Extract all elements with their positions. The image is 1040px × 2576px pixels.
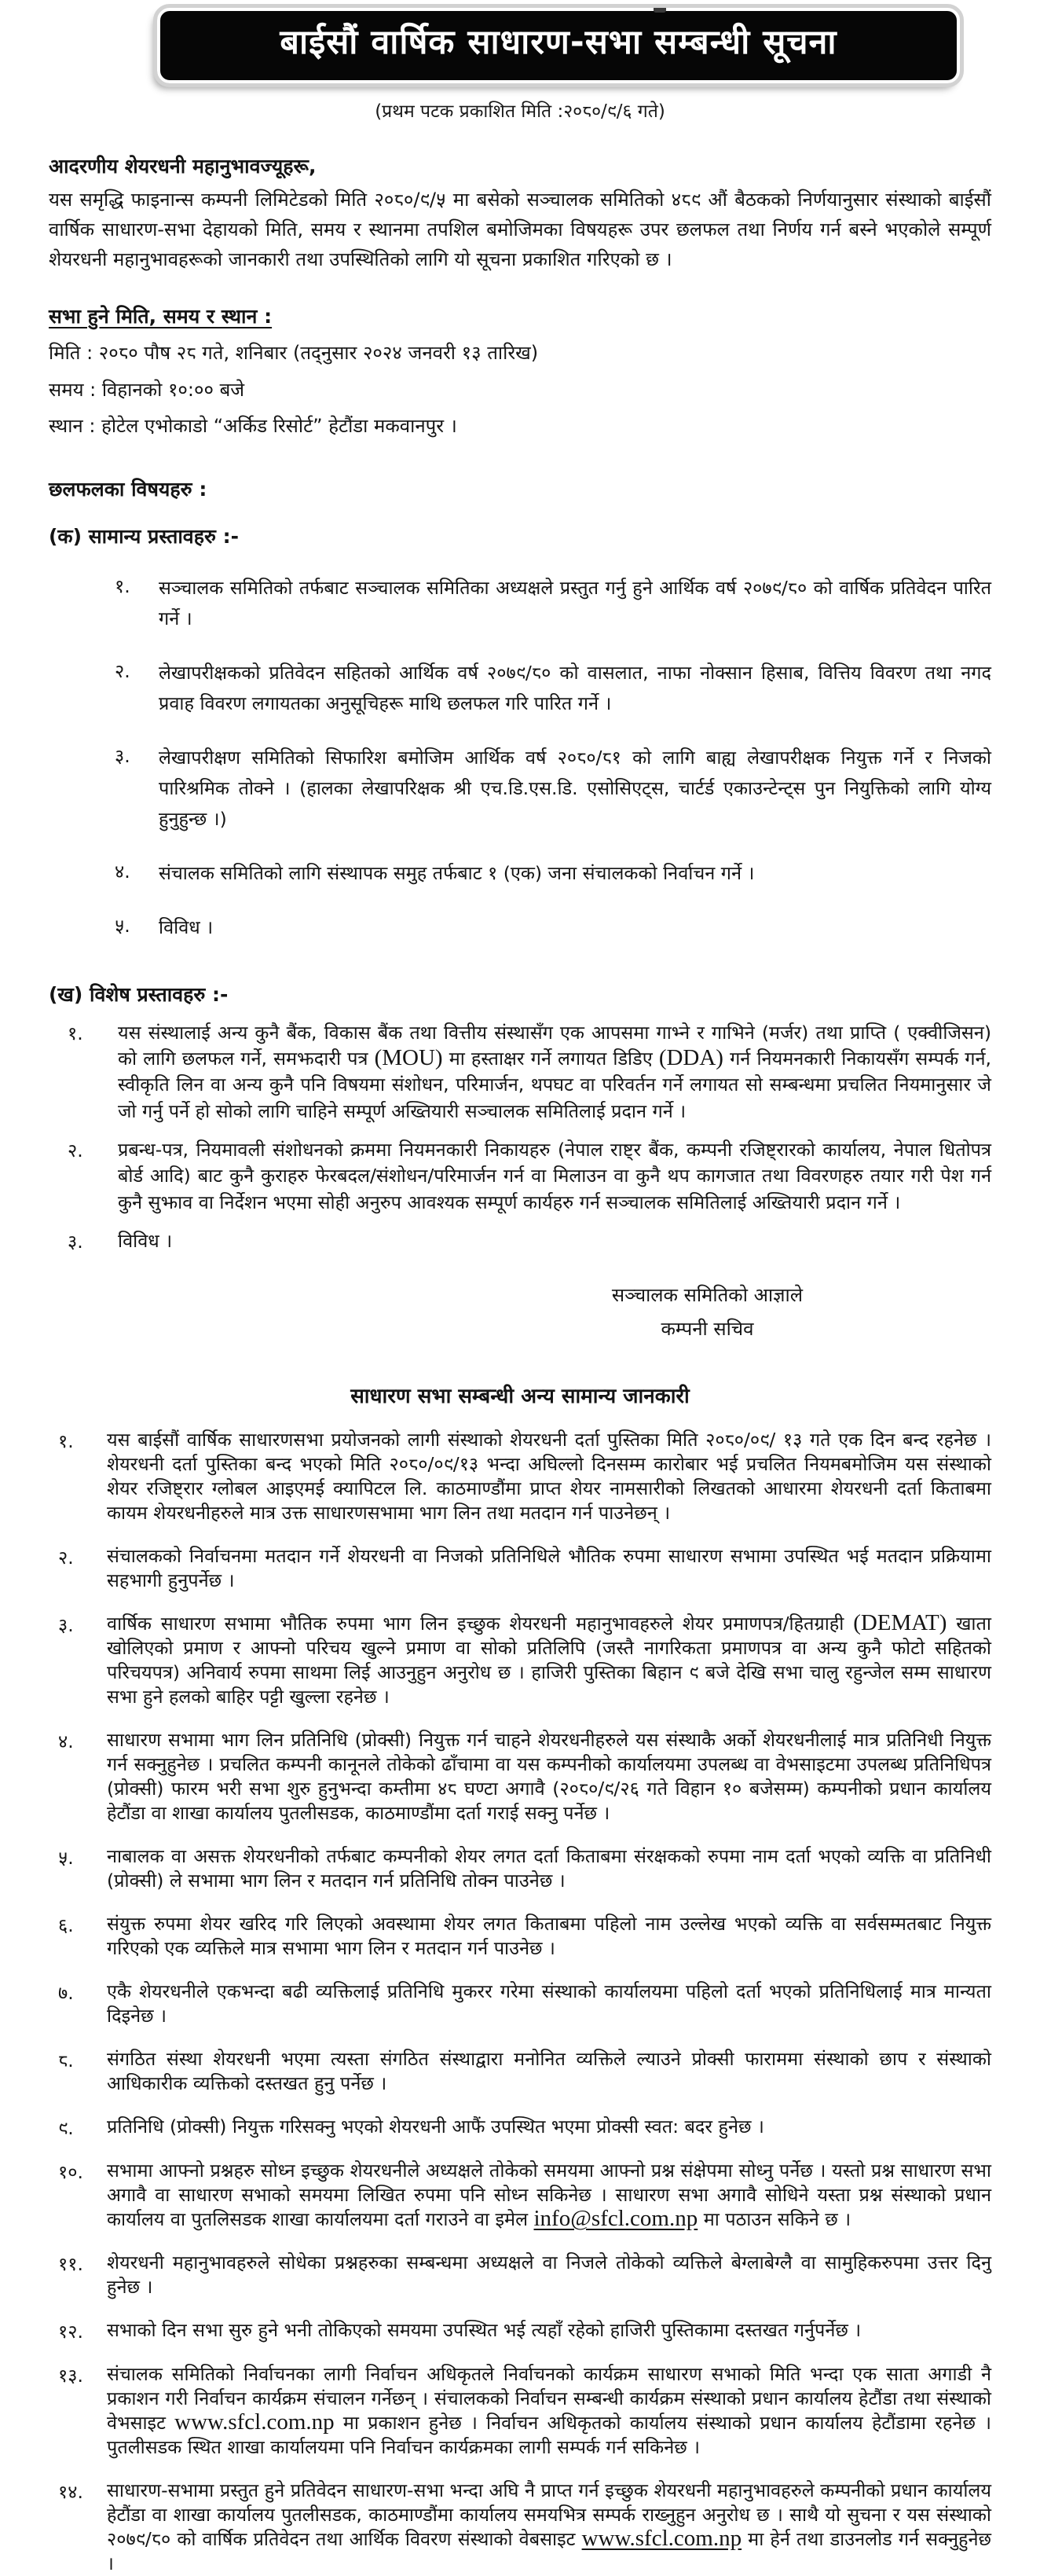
list-item [49,858,991,889]
list-item [49,1020,991,1125]
list-item [49,2318,991,2343]
item-number: १०. [58,2161,83,2184]
item-number: ४. [115,860,130,883]
page-title: बाईसौं वार्षिक साधारण-सभा सम्बन्धी सूचना [280,23,837,62]
item-number: ५. [58,1847,74,1870]
list-item [49,743,991,835]
first-published-date-line: (प्रथम पटक प्रकाशित मिति :२०८०/९/६ गते) [375,101,665,122]
item-text [159,573,991,634]
item-text [107,1544,991,1593]
item-text [159,658,991,719]
item-number: ४. [58,1730,74,1753]
general-information-list [49,1428,991,2576]
item-number: ३. [58,1613,74,1636]
notice-document [0,8,1040,2575]
list-item [49,2047,991,2096]
notice-title-banner [157,8,960,83]
list-item [49,912,991,943]
item-number: १. [58,1429,74,1452]
list-item [49,1728,991,1826]
list-item [49,1844,991,1893]
agenda-heading: छलफलका विषयहरु : [49,477,207,501]
text-segment: लेखापरीक्षकको प्रतिवेदन सहितको आर्थिक वर्ष २०७९/८० को वासलात, नाफा नोक्सान हिसाब, वित्तिय विवरण तथा नगद प्रवाह विवरण लगायतका अनुसूचिहरू माथि छलफल गरि पारित गर्ने । [159,661,991,714]
item-number: २. [58,1546,74,1569]
text-segment: यस संस्थालाई अन्य कुनै बैंक, विकास बैंक तथा वित्तीय संस्थासँग एक आपसमा गाभ्ने र गाभिने (मर्जर) तथा प्राप्ति ( एक्वीजिसन) को लागि छलफल गर्ने, समझदारी पत्र [118,1021,991,1070]
item-text [118,1137,991,1216]
section-a-heading: (क) सामान्य प्रस्तावहरु :- [49,524,240,548]
text-segment: सभाको दिन सभा सुरु हुने भनी तोकिएको समयमा उपस्थित भई त्यहाँ रहेको हाजिरी पुस्तिकामा दस्तखत गर्नुपर्नेछ । [107,2319,862,2342]
text-segment: विविध । [159,916,214,938]
special-proposals-list [49,1020,991,1255]
item-text [107,1980,991,2028]
list-item [49,573,991,634]
item-number: ७. [58,1982,74,2005]
meeting-time-line: समय : विहानको १०:०० बजे [49,378,245,401]
item-number: ८. [58,2049,74,2072]
item-number: १२. [58,2321,83,2343]
section-b-heading: (ख) विशेष प्रस्तावहरु :- [49,982,229,1006]
item-number: ५. [115,914,130,937]
text-segment: मा हस्ताक्षर गर्ने लगायत डिडिए [442,1048,659,1070]
meeting-date-line: मिति : २०८० पौष २८ गते, शनिबार (तद्नुसार २०२४ जनवरी १३ तारिख) [49,342,539,365]
item-text [107,1844,991,1893]
text-segment: मा पठाउन सकिने छ । [698,2208,851,2231]
list-item [49,2159,991,2232]
text-segment: संयुक्त रुपमा शेयर खरिद गरि लिएको अवस्थामा शेयर लगत किताबमा पहिलो नाम उल्लेख भएको व्यक्ति वा सर्वसम्मतबाट नियुक्त गरिएको एक व्यक्तिले मात्र सभामा भाग लिन र मतदान गर्न पाउनेछ । [107,1913,991,1960]
item-number: २. [115,659,130,682]
item-number: १. [68,1022,83,1044]
item-number: २. [68,1139,83,1162]
item-text [107,2318,991,2343]
text-segment: यस बाईसौं वार्षिक साधारणसभा प्रयोजनको लागी संस्थाको शेयरधनी दर्ता पुस्तिका मिति २०८०/०९/ १३ गते एक दिन बन्द रहनेछ । शेयरधनी दर्ता पुस्तिका बन्द भएको मिति २०८०/०९/१३ भन्दा अघिल्लो दिनसम्म कारोबार भई प्रचलित नियमबमोजिम यस संस्थाको शेयर रजिष्ट्रार ग्लोबल आइएमई क्यापिटल लि. काठमाण्डौंमा प्राप्त शेयर नामसारीको लिखतको आधारमा शेयरधनी दर्ता किताबमा कायम शेयरधनीहरुले मात्र उक्त साधारणसभामा भाग लिन तथा मतदान गर्न पाउनेछन् । [107,1428,991,1524]
latin-text: (DEMAT) [853,1609,947,1635]
text-segment: लेखापरीक्षण समितिको सिफारिश बमोजिम आर्थिक वर्ष २०८०/८१ को लागि बाह्य लेखापरीक्षक नियुक्त गर्ने र निजको पारिश्रमिक तोक्ने । (हालका लेखापरिक्षक श्री एच.डि.एस.डि. एसोसिएट्स, चार्टर्ड एकाउन्टेन्ट्स पुन नियुक्तिको लागि योग्य हुनुहुन्छ ।) [159,746,991,830]
item-text [107,1428,991,1525]
text-segment: संगठित संस्था शेयरधनी भएमा त्यस्ता संगठित संस्थाद्वारा मनोनित व्यक्तिले ल्याउने प्रोक्सी फाराममा संस्थाको छाप र संस्थाको आधिकारीक व्यक्तिको दस्तखत हुनु पर्नेछ । [107,2048,991,2095]
item-text [107,2479,991,2576]
item-text [107,1912,991,1961]
item-text [107,2251,991,2299]
list-item [49,1980,991,2028]
item-text [159,858,991,889]
item-number: ११. [58,2253,83,2276]
text-segment: शेयरधनी महानुभावहरुले सोधेका प्रश्नहरुका सम्बन्धमा अध्यक्षले वा निजले तोकेको व्यक्तिले बेग्लाबेग्लै वा सामुहिकरुपमा उत्तर दिनु हुनेछ । [107,2251,991,2299]
item-text [107,2362,991,2460]
item-number: ६. [58,1914,74,1937]
list-item [49,1228,991,1254]
item-text [107,1728,991,1826]
latin-text: (MOU) [374,1045,443,1070]
text-segment: वार्षिक साधारण सभामा भौतिक रुपमा भाग लिन इच्छुक शेयरधनी महानुभावहरुले शेयर प्रमाणपत्र/हितग्राही [107,1612,854,1635]
text-segment: प्रबन्ध-पत्र, नियमावली संशोधनको क्रममा नियमनकारी निकायहरु (नेपाल राष्ट्र बैंक, कम्पनी रजिष्ट्रारको कार्यालय, नेपाल धितोपत्र बोर्ड आदि) बाट कुनै कुराहरु फेरबदल/संशोधन/परिमार्जन गर्न वा मिलाउन वा कुनै थप कागजात तथा विवरणहरु तयार गरी पेश गर्न कुनै सुझाव वा निर्देशन भएमा सोही अनुरुप आवश्यक सम्पूर्ण कार्यहरु गर्न सञ्चालक समितिलाई अख्तियारी प्रदान गर्ने । [118,1139,991,1213]
list-item [49,1609,992,1709]
list-item [49,658,991,719]
general-proposals-list [49,573,991,943]
text-segment: प्रतिनिधि (प्रोक्सी) नियुक्त गरिसक्नु भएको शेयरधनी आफैं उपस्थित भएमा प्रोक्सी स्वत: बदर हुनेछ । [107,2115,764,2138]
list-item [49,2362,991,2460]
text-segment: सञ्चालक समितिको तर्फबाट सञ्चालक समितिका अध्यक्षले प्रस्तुत गर्नु हुने आर्थिक वर्ष २०७९/८० को वार्षिक प्रतिवेदन पारित गर्ने । [159,576,991,629]
item-number: ९. [58,2117,74,2140]
meeting-details-heading: सभा हुने मिति, समय र स्थान : [49,305,273,328]
item-number: १४. [58,2481,83,2504]
hyperlink[interactable]: www.sfcl.com.np [581,2526,742,2552]
list-item [49,2479,991,2576]
latin-text: (DDA) [658,1045,723,1070]
text-segment: संचालकको निर्वाचनमा मतदान गर्ने शेयरधनी वा निजको प्रतिनिधिले भौतिक रुपमा साधारण सभामा उपस्थित भई मतदान प्रक्रियामा सहभागी हुनुपर्नेछ । [107,1544,991,1591]
hyperlink[interactable]: info@sfcl.com.np [533,2206,698,2232]
text-segment: साधारण सभामा भाग लिन प्रतिनिधि (प्रोक्सी) नियुक्त गर्न चाहने शेयरधनीहरुले यस संस्थाकै अर्को शेयरधनीलाई मात्र प्रतिनिधी नियुक्त गर्न सक्नुहुनेछ । प्रचलित कम्पनी कानूनले तोकेको ढाँचामा वा यस कम्पनीको कार्यालयमा उपलब्ध वा वेभसाइटमा उपलब्ध प्रतिनिधिपत्र (प्रोक्सी) फारम भरी सभा शुरु हुनुभन्दा कम्तीमा ४८ घण्टा अगावै (२०८०/९/२६ गते विहान १० बजेसम्म) कम्पनीको प्रधान कार्यालय हेटौंडा वा शाखा कार्यालय पुतलीसडक, काठमाण्डौंमा दर्ता गराई सक्नु पर्नेछ । [107,1729,991,1825]
item-number: १. [115,574,130,597]
text-segment: संचालक समितिको निर्वाचनका लागी निर्वाचन अधिकृतले निर्वाचनको कार्यक्रम साधारण सभाको मिति भन्दा एक साता अगाडी नै प्रकाशन गरी निर्वाचन कार्यक्रम संचालन गर्नेछन् । संचालकको निर्वाचन सम्बन्धी कार्यक्रम संस्थाको प्रधान कार्यालय हेटौंडा तथा संस्थाको वेभसाइट [107,2363,991,2435]
list-item [49,2251,991,2299]
item-text [107,1609,992,1709]
general-information-heading: साधारण सभा सम्बन्धी अन्य सामान्य जानकारी [350,1384,690,1408]
text-segment: नाबालक वा असक्त शेयरधनीको तर्फबाट कम्पनीको शेयर लगत दर्ता किताबमा संरक्षकको रुपमा नाम दर्ता भएको व्यक्ति वा प्रतिनिधी (प्रोक्सी) ले सभामा भाग लिन र मतदान गर्न प्रतिनिधि तोक्न पाउनेछ । [107,1845,991,1892]
text-segment: संचालक समितिको लागि संस्थापक समुह तर्फबाट १ (एक) जना संचालकको निर्वाचन गर्ने । [159,861,755,884]
signature-authority-line: सञ्चालक समितिको आज्ञाले [611,1283,803,1306]
list-item [49,1428,991,1525]
item-number: ३. [68,1231,83,1253]
item-text [107,2159,991,2232]
item-text [118,1020,991,1125]
salutation: आदरणीय शेयरधनी महानुभावज्यूहरू, [49,154,317,178]
text-segment: खाता खोलिएको प्रमाण र आफ्नो परिचय खुल्ने प्रमाण वा सोको प्रतिलिपि (जस्तै नागरिकता प्रमाणपत्र वा अन्य कुनै फोटो सहितको परिचयपत्र) अनिवार्य रुपमा साथमा लिई आउनुहुन अनुरोध छ । हाजिरी पुस्तिका बिहान ९ बजे देखि सभा चालु रहुन्जेल सम्म साधारण सभा हुने हलको बाहिर पट्टी खुल्ला रहनेछ । [107,1612,992,1708]
item-number: ३. [115,744,130,767]
item-text [159,912,991,943]
scan-artifact [654,8,666,13]
item-text [107,2115,991,2139]
list-item [49,1912,991,1961]
signature-role-line: कम्पनी सचिव [661,1317,754,1340]
text-segment: विविध । [118,1230,173,1253]
text-segment: मा हेर्न तथा डाउनलोड गर्न सक्नुहुनेछ । [107,2528,991,2575]
item-number: १३. [58,2365,83,2387]
text-segment: सभामा आफ्नो प्रश्नहरु सोध्न इच्छुक शेयरधनीले अध्यक्षले तोकेको समयमा आफ्नो प्रश्न संक्षेपमा सोध्नु पर्नेछ । यस्तो प्रश्न साधारण सभा अगावै वा साधारण सभाको समयमा लिखित रुपमा पनि सोध्न सकिनेछ । साधारण सभा अगावै सोधिने यस्ता प्रश्न संस्थाको प्रधान कार्यालय वा पुतलिसडक शाखा कार्यालयमा दर्ता गराउने वा इमेल [107,2160,991,2231]
meeting-venue-line: स्थान : होटेल एभोकाडो “अर्किड रिसोर्ट” हेटौंडा मकवानपुर । [49,415,457,438]
text-segment: मा प्रकाशन हुनेछ । निर्वाचन अधिकृतको कार्यालय संस्थाको प्रधान कार्यालय हेटौंडामा रहनेछ । पुतलीसडक स्थित शाखा कार्यालयमा पनि निर्वाचन कार्यक्रमका लागी सम्पर्क गर्न सकिनेछ । [107,2412,991,2459]
text-segment: एकै शेयरधनीले एकभन्दा बढी व्यक्तिलाई प्रतिनिधि मुकरर गरेमा संस्थाको कार्यालयमा पहिलो दर्ता भएको प्रतिनिधिलाई मात्र मान्यता दिइनेछ । [107,1980,991,2027]
list-item [49,2115,991,2140]
text-segment: गर्न नियमनकारी निकायसँग सम्पर्क गर्न, स्वीकृति लिन वा अन्य कुनै पनि विषयमा संशोधन, परिमार्जन, थपघट वा परिवर्तन गर्ने लगायत सो सम्बन्धमा प्रचलित नियमानुसार जे जो गर्नु पर्ने हो सोको लागि चाहिने सम्पूर्ण अख्तियारी सञ्चालक समितिलाई प्रदान गर्ने । [118,1048,992,1122]
list-item [49,1544,991,1593]
item-text [118,1228,991,1254]
signature-block [612,1279,803,1346]
latin-text: www.sfcl.com.np [174,2409,335,2435]
intro-paragraph: यस समृद्धि फाइनान्स कम्पनी लिमिटेडको मिति २०८०/९/५ मा बसेको सञ्चालक समितिको ४८९ औं बैठकको निर्णयानुसार संस्थाको बाईसौं वार्षिक साधारण-सभा देहायको मिति, समय र स्थानमा तपशिल बमोजिमका विषयहरू उपर छलफल तथा निर्णय गर्न बस्ने भएकोले सम्पूर्ण शेयरधनी महानुभावहरूको जानकारी तथा उपस्थितिको लागि यो सूचना प्रकाशित गरिएको छ । [49,188,991,270]
item-text [159,743,991,835]
text-segment: साधारण-सभामा प्रस्तुत हुने प्रतिवेदन साधारण-सभा भन्दा अघि नै प्राप्त गर्न इच्छुक शेयरधनी महानुभावहरुले कम्पनीको प्रधान कार्यालय हेटौंडा वा शाखा कार्यालय पुतलीसडक, काठमाण्डौंमा कार्यालय समयभित्र सम्पर्क राख्नुहुन अनुरोध छ । साथै यो सुचना र यस संस्थाको २०७९/८० को वार्षिक प्रतिवेदन तथा आर्थिक विवरण संस्थाको वेबसाइट [107,2479,991,2551]
item-text [107,2047,991,2096]
list-item [49,1137,991,1216]
